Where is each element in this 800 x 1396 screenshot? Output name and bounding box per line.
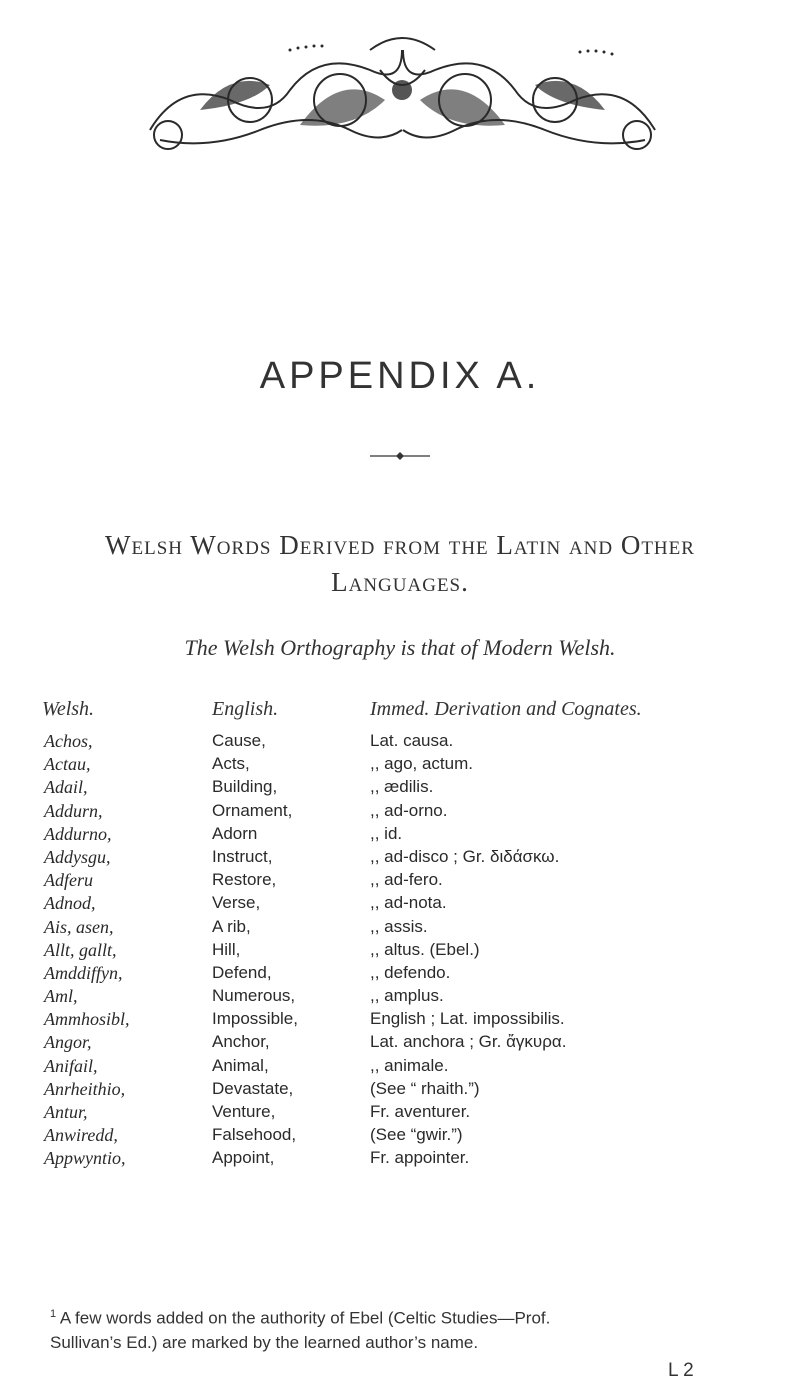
word-entry <box>0 731 800 754</box>
footnote-line2: Sullivan’s Ed.) are marked by the learned author’s name. <box>50 1332 479 1352</box>
english-word: Impossible, <box>212 1009 298 1029</box>
word-entry <box>0 1125 800 1148</box>
english-word: Defend, <box>212 962 272 982</box>
welsh-word: Addurno, <box>44 823 112 844</box>
word-entry <box>0 1032 800 1055</box>
welsh-word: Aml, <box>44 986 78 1007</box>
english-word: Venture, <box>212 1102 276 1121</box>
welsh-word: Adail, <box>44 777 88 798</box>
derivation: (See “ rhaith.”) <box>370 1078 480 1098</box>
english-word: Ornament, <box>212 800 293 820</box>
derivation: ,, altus. (Ebel.) <box>370 939 480 959</box>
english-word: Acts, <box>212 754 250 774</box>
derivation: ,, ad-fero. <box>370 870 443 890</box>
welsh-word: Achos, <box>44 731 93 751</box>
derivation: English ; Lat. impossibilis. <box>370 1009 565 1029</box>
derivation: ,, defendo. <box>370 962 451 982</box>
derivation: ,, ad-orno. <box>370 800 448 820</box>
word-entry <box>0 754 800 777</box>
word-entry <box>0 986 800 1009</box>
welsh-word: Actau, <box>44 754 91 775</box>
derivation: ,, ago, actum. <box>370 754 473 774</box>
welsh-word: Amddiffyn, <box>44 962 123 983</box>
derivation: Fr. aventurer. <box>370 1102 471 1121</box>
derivation: Lat. anchora ; Gr. ἄγκυρα. <box>370 1032 567 1052</box>
english-word: Animal, <box>212 1055 269 1075</box>
english-word: Falsehood, <box>212 1125 297 1145</box>
welsh-word: Antur, <box>44 1102 88 1122</box>
derivation: (See “gwir.”) <box>370 1125 463 1145</box>
word-list <box>0 731 800 1172</box>
word-entry <box>0 870 800 893</box>
english-word: Cause, <box>212 731 266 750</box>
word-entry <box>0 847 800 870</box>
footnote-text-1: A few words added on the authority of Ebel (Celtic Studies—Prof. <box>59 1308 551 1328</box>
word-entry <box>0 1102 800 1125</box>
welsh-word: Allt, gallt, <box>44 939 117 960</box>
section-divider <box>370 450 430 462</box>
derivation: ,, animale. <box>370 1055 449 1075</box>
english-word: Building, <box>212 777 278 797</box>
derivation: Fr. appointer. <box>370 1148 470 1168</box>
word-entry <box>0 1148 800 1171</box>
word-entry <box>0 940 800 963</box>
welsh-word: Adferu <box>44 870 93 891</box>
section-heading-line1: Welsh Words Derived from the Latin and Other <box>105 530 695 560</box>
english-word: Restore, <box>212 870 277 890</box>
word-entry <box>0 1056 800 1079</box>
welsh-word: Adnod, <box>44 893 96 914</box>
welsh-word: Anwiredd, <box>44 1125 118 1146</box>
welsh-word: Ais, asen, <box>44 916 114 937</box>
word-entry <box>0 801 800 824</box>
footnote <box>50 1302 770 1355</box>
welsh-word: Angor, <box>44 1032 92 1053</box>
word-entry <box>0 963 800 986</box>
derivation: ,, id. <box>370 823 403 843</box>
column-header-welsh: Welsh. <box>42 698 95 720</box>
word-entry <box>0 917 800 940</box>
derivation: ,, ad-disco ; Gr. διδάσκω. <box>370 846 560 866</box>
english-word: A rib, <box>212 916 251 936</box>
decorative-header-ornament <box>140 30 665 158</box>
welsh-word: Anifail, <box>44 1055 98 1076</box>
footnote-marker: 1 <box>50 1308 57 1320</box>
english-word: Hill, <box>212 939 241 959</box>
word-entry <box>0 824 800 847</box>
welsh-word: Anrheithio, <box>44 1078 126 1099</box>
section-heading-line2: Languages. <box>331 567 469 597</box>
signature-mark: L 2 <box>668 1360 694 1381</box>
derivation: ,, assis. <box>370 916 428 936</box>
footnote-line1 <box>50 1302 770 1331</box>
word-entry <box>0 777 800 800</box>
english-word: Adorn <box>212 823 258 843</box>
welsh-word: Addysgu, <box>44 846 111 867</box>
derivation: ,, ad-nota. <box>370 893 447 913</box>
english-word: Instruct, <box>212 846 273 866</box>
english-word: Devastate, <box>212 1078 294 1098</box>
english-word: Appoint, <box>212 1148 275 1168</box>
english-word: Numerous, <box>212 986 296 1006</box>
derivation: ,, ædilis. <box>370 777 434 797</box>
welsh-word: Appwyntio, <box>44 1148 126 1169</box>
derivation: ,, amplus. <box>370 986 444 1006</box>
welsh-word: Addurn, <box>44 800 103 821</box>
welsh-word: Ammhosibl, <box>44 1009 130 1030</box>
word-entry <box>0 1079 800 1102</box>
orthography-note: The Welsh Orthography is that of Modern Welsh. <box>184 635 616 660</box>
word-entry <box>0 893 800 916</box>
english-word: Verse, <box>212 893 261 913</box>
column-header-derivation: Immed. Derivation and Cognates. <box>370 698 642 720</box>
appendix-title: APPENDIX A. <box>259 355 541 397</box>
derivation: Lat. causa. <box>370 731 454 750</box>
column-header-english: English. <box>212 698 279 720</box>
word-entry <box>0 1009 800 1032</box>
english-word: Anchor, <box>212 1032 270 1052</box>
